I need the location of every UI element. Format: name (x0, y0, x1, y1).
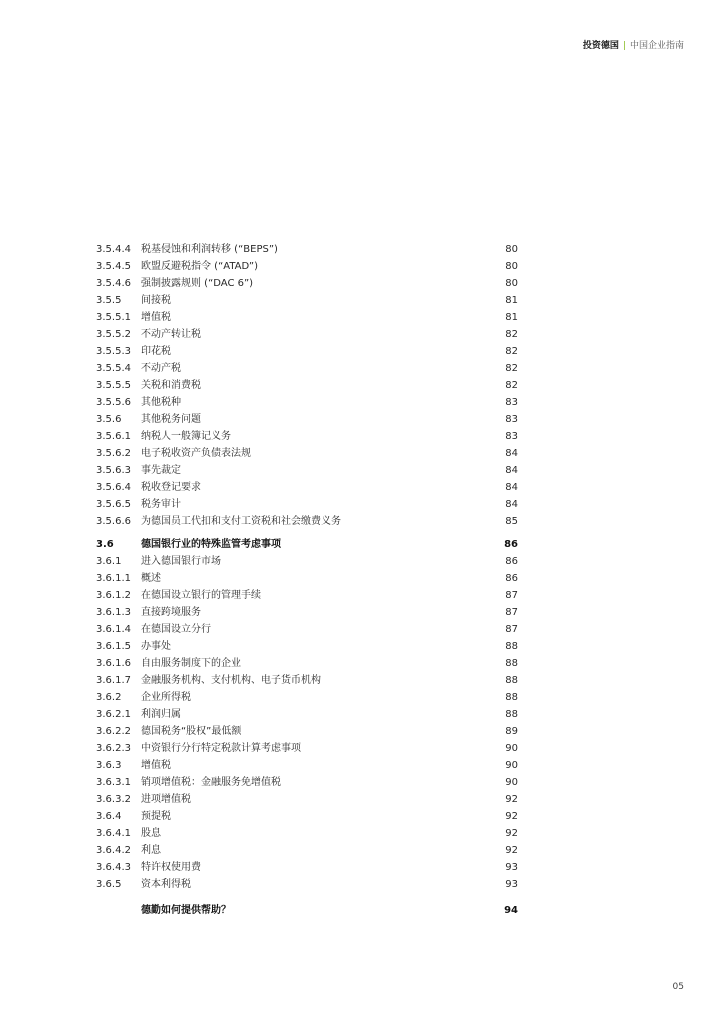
header-separator: | (622, 41, 626, 51)
toc-entry[interactable] (96, 808, 518, 825)
toc-entry[interactable] (96, 757, 518, 774)
toc-entry-page: 88 (505, 658, 518, 669)
toc-entry[interactable] (96, 377, 518, 394)
toc-entry-page: 83 (505, 397, 518, 408)
toc-entry-number: 3.6.3 (96, 760, 122, 771)
toc-entry-number: 3.6.4.3 (96, 862, 131, 873)
toc-entry-title: 欧盟反避税指令 (“ATAD”) (141, 261, 259, 272)
toc-entry-number: 3.5.4.6 (96, 278, 131, 289)
toc-entry-title: 税收登记要求 (141, 482, 201, 493)
toc-entry-number: 3.5.4.4 (96, 244, 131, 255)
toc-entry[interactable] (96, 479, 518, 496)
toc-entry-page: 94 (504, 905, 518, 916)
toc-entry-title: 进入德国银行市场 (141, 556, 221, 567)
toc-entry-number: 3.5.5.4 (96, 363, 131, 374)
toc-entry-page: 87 (505, 590, 518, 601)
toc-entry-page: 88 (505, 641, 518, 652)
toc-entry-page: 87 (505, 607, 518, 618)
toc-entry[interactable] (96, 689, 518, 706)
toc-entry-page: 90 (505, 760, 518, 771)
toc-entry[interactable] (96, 570, 518, 587)
toc-entry[interactable] (96, 859, 518, 876)
toc-entry-title: 企业所得税 (141, 692, 191, 703)
toc-entry-number: 3.6.2 (96, 692, 122, 703)
toc-entry-heading[interactable] (96, 902, 518, 919)
toc-entry-number: 3.5.5.3 (96, 346, 131, 357)
toc-entry-page: 84 (505, 482, 518, 493)
toc-entry[interactable] (96, 428, 518, 445)
toc-entry-page: 86 (505, 556, 518, 567)
toc-entry[interactable] (96, 672, 518, 689)
toc-entry-page: 84 (505, 448, 518, 459)
toc-entry-page: 80 (505, 244, 518, 255)
toc-entry[interactable] (96, 740, 518, 757)
toc-entry-title: 进项增值税 (141, 794, 191, 805)
toc-entry[interactable] (96, 706, 518, 723)
header-subtitle: 中国企业指南 (629, 41, 684, 51)
toc-section-banking (96, 553, 518, 893)
toc-spacer (96, 893, 518, 902)
toc-entry[interactable] (96, 309, 518, 326)
toc-entry-number: 3.6.4 (96, 811, 122, 822)
toc-entry[interactable] (96, 258, 518, 275)
toc-entry-title: 利润归属 (141, 709, 181, 720)
toc-entry[interactable] (96, 411, 518, 428)
toc-entry[interactable] (96, 876, 518, 893)
toc-entry[interactable] (96, 791, 518, 808)
toc-entry-number: 3.6.2.2 (96, 726, 131, 737)
toc-entry-title: 强制披露规则 (“DAC 6”) (141, 278, 254, 289)
toc-entry-title: 概述 (141, 573, 161, 584)
toc-entry-page: 88 (505, 675, 518, 686)
toc-entry-page: 82 (505, 346, 518, 357)
toc-entry[interactable] (96, 638, 518, 655)
toc-entry[interactable] (96, 825, 518, 842)
toc-entry-page: 93 (505, 879, 518, 890)
toc-entry[interactable] (96, 462, 518, 479)
toc-entry-title: 税基侵蚀和利润转移 (“BEPS”) (141, 244, 278, 255)
toc-entry-number: 3.6.3.2 (96, 794, 131, 805)
toc-entry-title: 不动产税 (141, 363, 181, 374)
toc-entry-number: 3.6.1.5 (96, 641, 131, 652)
toc-entry-page: 90 (505, 777, 518, 788)
toc-entry-number: 3.6.1.7 (96, 675, 131, 686)
toc-entry-title: 特许权使用费 (141, 862, 201, 873)
toc-entry-title: 股息 (141, 828, 161, 839)
toc-entry-page: 88 (505, 709, 518, 720)
toc-entry-number: 3.6.3.1 (96, 777, 131, 788)
toc-entry[interactable] (96, 842, 518, 859)
toc-entry-page: 88 (505, 692, 518, 703)
toc-entry-title: 利息 (141, 845, 161, 856)
toc-entry[interactable] (96, 343, 518, 360)
toc-entry-title: 间接税 (141, 295, 171, 306)
toc-entry-number: 3.5.6.3 (96, 465, 131, 476)
toc-entry-page: 92 (505, 828, 518, 839)
toc-entry-page: 84 (505, 499, 518, 510)
toc-entry-number: 3.6.1.4 (96, 624, 131, 635)
toc-entry-title: 纳税人一般簿记义务 (141, 431, 231, 442)
toc-entry-page: 80 (505, 278, 518, 289)
toc-entry-number: 3.5.6.5 (96, 499, 131, 510)
toc-entry-title: 事先裁定 (141, 465, 181, 476)
toc-entry-page: 84 (505, 465, 518, 476)
toc-entry-number: 3.6.1 (96, 556, 122, 567)
toc-entry-title: 其他税种 (141, 397, 181, 408)
toc-entry[interactable] (96, 360, 518, 377)
toc-entry[interactable] (96, 496, 518, 513)
toc-entry[interactable] (96, 621, 518, 638)
toc-entry-number: 3.6.5 (96, 879, 122, 890)
toc-entry-number: 3.6.4.1 (96, 828, 131, 839)
toc-entry-page: 82 (505, 380, 518, 391)
toc-entry-title: 增值税 (141, 312, 171, 323)
toc-entry[interactable] (96, 445, 518, 462)
toc-entry[interactable] (96, 394, 518, 411)
toc-entry-page: 87 (505, 624, 518, 635)
toc-entry-number: 3.5.6.2 (96, 448, 131, 459)
toc-entry-number: 3.6.1.6 (96, 658, 131, 669)
toc-entry-title: 金融服务机构、支付机构、电子货币机构 (141, 675, 321, 686)
toc-entry-page: 82 (505, 329, 518, 340)
toc-entry-title: 德勤如何提供帮助？ (141, 905, 231, 916)
toc-entry-page: 80 (505, 261, 518, 272)
toc-entry-title: 增值税 (141, 760, 171, 771)
toc-entry-number: 3.6 (96, 539, 114, 550)
toc-entry-number: 3.5.5.6 (96, 397, 131, 408)
toc-entry-number: 3.5.6 (96, 414, 122, 425)
toc-entry-page: 85 (505, 516, 518, 527)
toc-entry[interactable] (96, 513, 518, 530)
toc-entry-number: 3.6.2.1 (96, 709, 131, 720)
toc-entry-title: 印花税 (141, 346, 171, 357)
toc-entry[interactable] (96, 275, 518, 292)
toc-entry-title: 为德国员工代扣和支付工资税和社会缴费义务 (141, 516, 341, 527)
toc-entry-title: 在德国设立分行 (141, 624, 211, 635)
toc-entry-number: 3.5.5.1 (96, 312, 131, 323)
toc-entry-page: 92 (505, 845, 518, 856)
table-of-contents (96, 241, 518, 919)
toc-entry-title: 资本利得税 (141, 879, 191, 890)
toc-entry[interactable] (96, 241, 518, 258)
toc-entry-title: 在德国设立银行的管理手续 (141, 590, 261, 601)
toc-entry-title: 自由服务制度下的企业 (141, 658, 241, 669)
toc-entry-title: 销项增值税：金融服务免增值税 (141, 777, 281, 788)
toc-entry-title: 电子税收资产负债表法规 (141, 448, 251, 459)
toc-entry-number: 3.5.5.5 (96, 380, 131, 391)
toc-entry-title: 预提税 (141, 811, 171, 822)
toc-entry-title: 直接跨境服务 (141, 607, 201, 618)
toc-entry-title: 其他税务问题 (141, 414, 201, 425)
toc-entry-page: 92 (505, 811, 518, 822)
toc-entry[interactable] (96, 655, 518, 672)
toc-entry-title: 德国银行业的特殊监管考虑事项 (141, 539, 281, 550)
page-number: 05 (672, 982, 684, 992)
toc-entry-number: 3.6.2.3 (96, 743, 131, 754)
toc-entry-page: 81 (505, 312, 518, 323)
toc-entry-number: 3.5.6.4 (96, 482, 131, 493)
header-brand: 投资德国 (582, 41, 619, 51)
toc-entry-page: 86 (505, 573, 518, 584)
toc-entry[interactable] (96, 587, 518, 604)
toc-entry[interactable] (96, 292, 518, 309)
toc-entry-number: 3.6.4.2 (96, 845, 131, 856)
toc-entry-number: 3.6.1.2 (96, 590, 131, 601)
toc-entry-title: 不动产转让税 (141, 329, 201, 340)
toc-entry-heading[interactable] (96, 536, 518, 553)
toc-entry-number: 3.5.5.2 (96, 329, 131, 340)
toc-entry-number: 3.6.1.3 (96, 607, 131, 618)
toc-section-tax (96, 241, 518, 530)
toc-entry-page: 90 (505, 743, 518, 754)
toc-entry-number: 3.5.6.6 (96, 516, 131, 527)
toc-entry-page: 83 (505, 414, 518, 425)
toc-entry[interactable] (96, 723, 518, 740)
toc-entry-title: 德国税务“股权”最低额 (141, 726, 242, 737)
toc-entry-title: 办事处 (141, 641, 171, 652)
toc-entry-number: 3.5.6.1 (96, 431, 131, 442)
toc-entry[interactable] (96, 553, 518, 570)
toc-entry-page: 93 (505, 862, 518, 873)
toc-entry-title: 税务审计 (141, 499, 181, 510)
toc-entry-page: 92 (505, 794, 518, 805)
running-header (583, 38, 684, 51)
toc-entry-page: 81 (505, 295, 518, 306)
toc-entry-number: 3.6.1.1 (96, 573, 131, 584)
toc-entry-number: 3.5.4.5 (96, 261, 131, 272)
toc-entry-page: 89 (505, 726, 518, 737)
toc-entry-page: 86 (504, 539, 518, 550)
toc-entry-number: 3.5.5 (96, 295, 122, 306)
toc-entry-title: 中资银行分行特定税款计算考虑事项 (141, 743, 301, 754)
toc-entry-page: 82 (505, 363, 518, 374)
toc-entry-page: 83 (505, 431, 518, 442)
toc-entry[interactable] (96, 774, 518, 791)
toc-entry[interactable] (96, 326, 518, 343)
toc-entry-title: 关税和消费税 (141, 380, 201, 391)
toc-entry[interactable] (96, 604, 518, 621)
